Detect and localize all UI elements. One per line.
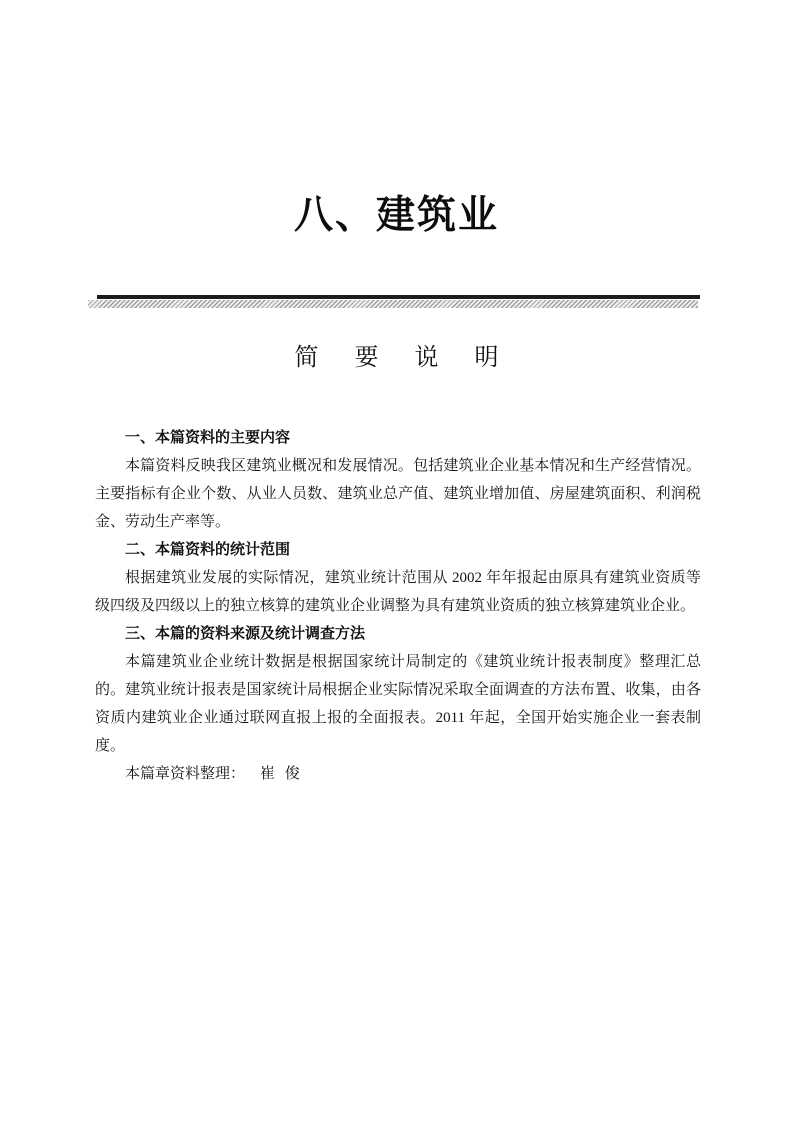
note-heading-1: 一、本篇资料的主要内容 xyxy=(125,429,291,446)
note-body-3: 本篇建筑业企业统计数据是根据国家统计局制定的《建筑业统计报表制度》整理汇总的。建筑业统计报表是国家统计局根据企业实际情况采取全面调查的方法布置、收集，由各资质内建筑业企业通过联网直报上报的全面报表。2011 年起，全国开始实施企业一套表制度。 xyxy=(95,654,701,754)
note-body-2: 根据建筑业发展的实际情况，建筑业统计范围从 2002 年年报起由原具有建筑业资质等级四级及四级以上的独立核算的建筑业企业调整为具有建筑业资质的独立核算建筑业企业。 xyxy=(95,570,701,614)
compiler-name: 崔 俊 xyxy=(260,766,303,782)
brief-notes-title: 简 要 说 明 xyxy=(294,344,505,371)
note-body-1: 本篇资料反映我区建筑业概况和发展情况。包括建筑业企业基本情况和生产经营情况。主要指标有企业个数、从业人员数、建筑业总产值、建筑业增加值、房屋建筑面积、利润税金、劳动生产率等。 xyxy=(95,458,701,530)
chapter-title: 八、建筑业 xyxy=(293,194,499,237)
note-heading-3: 三、本篇的资料来源及统计调查方法 xyxy=(125,625,366,642)
compiler-line xyxy=(95,760,701,788)
rule-line xyxy=(97,295,700,299)
compiler-label: 本篇章资料整理： xyxy=(125,766,246,782)
notes-content xyxy=(95,424,701,788)
decorative-rule xyxy=(88,295,700,308)
rule-hatch-pattern xyxy=(88,300,698,308)
note-heading-2: 二、本篇资料的统计范围 xyxy=(125,541,291,558)
